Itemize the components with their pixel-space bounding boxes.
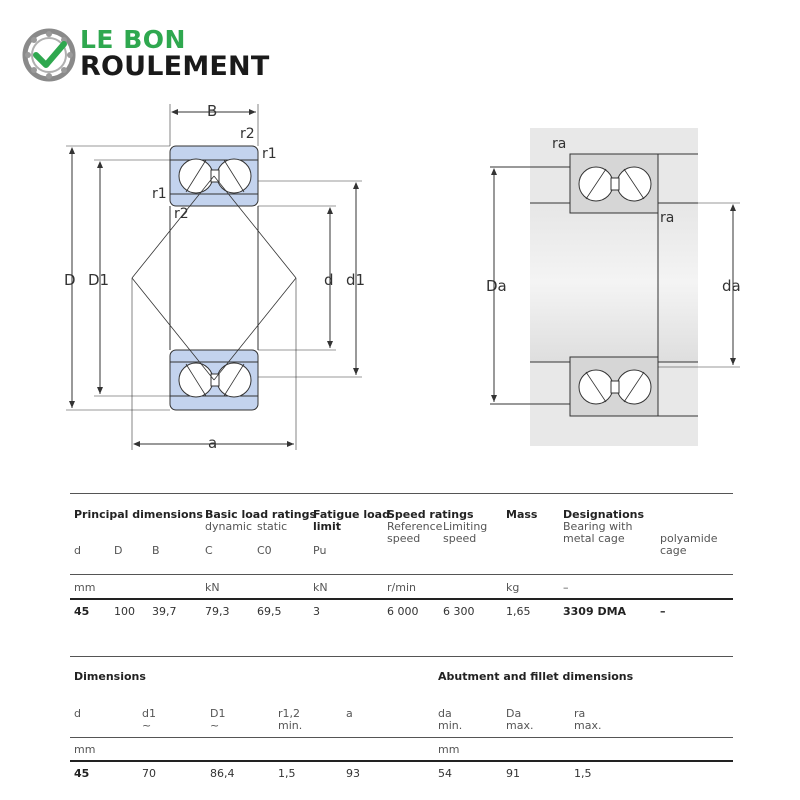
symbol2-da: da <box>438 707 452 720</box>
symbol-C: C <box>205 544 213 557</box>
cell-d: 45 <box>74 605 90 618</box>
symbol2-r12-min: min. <box>278 719 303 732</box>
symbol2-ra-max: max. <box>574 719 602 732</box>
label-ra-mid: ra <box>660 210 675 226</box>
table1-top-rule <box>70 493 733 494</box>
unit-kN: kN <box>205 581 220 594</box>
mounting-section-right <box>490 128 740 446</box>
label-a: a <box>208 434 218 452</box>
header-mass: Mass <box>506 508 538 521</box>
unit-kN-fatigue: kN <box>313 581 328 594</box>
unit2-mm: mm <box>74 743 96 756</box>
header-polyamide: polyamide <box>660 532 718 545</box>
label-d1: d1 <box>346 271 366 289</box>
symbol2-Da: Da <box>506 707 522 720</box>
brand-logo <box>22 26 302 86</box>
cell2-d1: 70 <box>142 767 156 780</box>
unit-rpm: r/min <box>387 581 416 594</box>
cell2-a: 93 <box>346 767 360 780</box>
logo-text-line1: LE BON <box>80 25 186 54</box>
symbol2-da-min: min. <box>438 719 463 732</box>
label-r1-mid: r1 <box>152 186 167 202</box>
header-dynamic: dynamic <box>205 520 253 533</box>
label-Da: Da <box>486 277 507 295</box>
header-principal-dimensions: Principal dimensions <box>74 508 203 521</box>
symbol2-D1-approx: ~ <box>210 719 220 732</box>
header-limiting: Limiting <box>443 520 488 533</box>
cell-lim-speed: 6 300 <box>443 605 475 618</box>
label-ra-top: ra <box>552 136 567 152</box>
symbol-Pu: Pu <box>313 544 327 557</box>
cell-designation-poly: – <box>660 605 666 618</box>
header-reference: Reference <box>387 520 443 533</box>
symbol2-d1-approx: ~ <box>142 719 152 732</box>
cell2-D1: 86,4 <box>210 767 235 780</box>
header-polyamide-cage: cage <box>660 544 687 557</box>
header-designations: Designations <box>563 508 645 521</box>
label-da: da <box>722 277 741 295</box>
symbol-B: B <box>152 544 160 557</box>
header-fatigue-limit: limit <box>313 520 342 533</box>
cell2-ra: 1,5 <box>574 767 592 780</box>
cell2-da: 54 <box>438 767 452 780</box>
label-D1: D1 <box>88 271 110 289</box>
cell-Pu: 3 <box>313 605 320 618</box>
cell-C: 79,3 <box>205 605 230 618</box>
table1-units-rule <box>70 574 733 575</box>
symbol2-Da-max: max. <box>506 719 534 732</box>
unit-kg: kg <box>506 581 520 594</box>
symbol2-a: a <box>346 707 353 720</box>
label-r2-mid: r2 <box>174 206 189 222</box>
header-speed-ratings: Speed ratings <box>387 508 474 521</box>
bearing-check-icon <box>22 28 76 82</box>
table1-data-rule <box>70 598 733 600</box>
label-d: d <box>324 271 334 289</box>
symbol2-d: d <box>74 707 81 720</box>
table2-data-rule <box>70 760 733 762</box>
header-basic-load: Basic load ratings <box>205 508 317 521</box>
symbol-d: d <box>74 544 81 557</box>
label-r2-top: r2 <box>240 126 255 142</box>
header-fatigue: Fatigue load <box>313 508 390 521</box>
cell-B: 39,7 <box>152 605 177 618</box>
unit2-mm-abutment: mm <box>438 743 460 756</box>
symbol2-D1: D1 <box>210 707 226 720</box>
cell2-r12: 1,5 <box>278 767 296 780</box>
symbol-C0: C0 <box>257 544 272 557</box>
symbol-D: D <box>114 544 123 557</box>
label-B: B <box>207 102 218 120</box>
label-r1-top: r1 <box>262 146 277 162</box>
header-abutment: Abutment and fillet dimensions <box>438 670 634 683</box>
cell-D: 100 <box>114 605 135 618</box>
cell-C0: 69,5 <box>257 605 282 618</box>
logo-text-line2: ROULEMENT <box>80 51 270 82</box>
bearing-drawing <box>0 90 800 460</box>
cell-ref-speed: 6 000 <box>387 605 419 618</box>
cell-mass: 1,65 <box>506 605 531 618</box>
cell2-Da: 91 <box>506 767 520 780</box>
header-reference-speed: speed <box>387 532 421 545</box>
header-dimensions: Dimensions <box>74 670 146 683</box>
bearing-section-left <box>66 104 362 450</box>
cell2-d: 45 <box>74 767 90 780</box>
unit-mm: mm <box>74 581 96 594</box>
symbol2-d1: d1 <box>142 707 156 720</box>
header-static: static <box>257 520 288 533</box>
label-D: D <box>64 271 76 289</box>
symbol2-r12: r1,2 <box>278 707 301 720</box>
symbol2-ra: ra <box>574 707 586 720</box>
header-metal-cage: metal cage <box>563 532 625 545</box>
table2-units-rule <box>70 737 733 738</box>
header-bearing-with: Bearing with <box>563 520 633 533</box>
table2-top-rule <box>70 656 733 657</box>
unit-dash: – <box>563 581 569 594</box>
header-limiting-speed: speed <box>443 532 477 545</box>
cell-designation-metal: 3309 DMA <box>563 605 627 618</box>
